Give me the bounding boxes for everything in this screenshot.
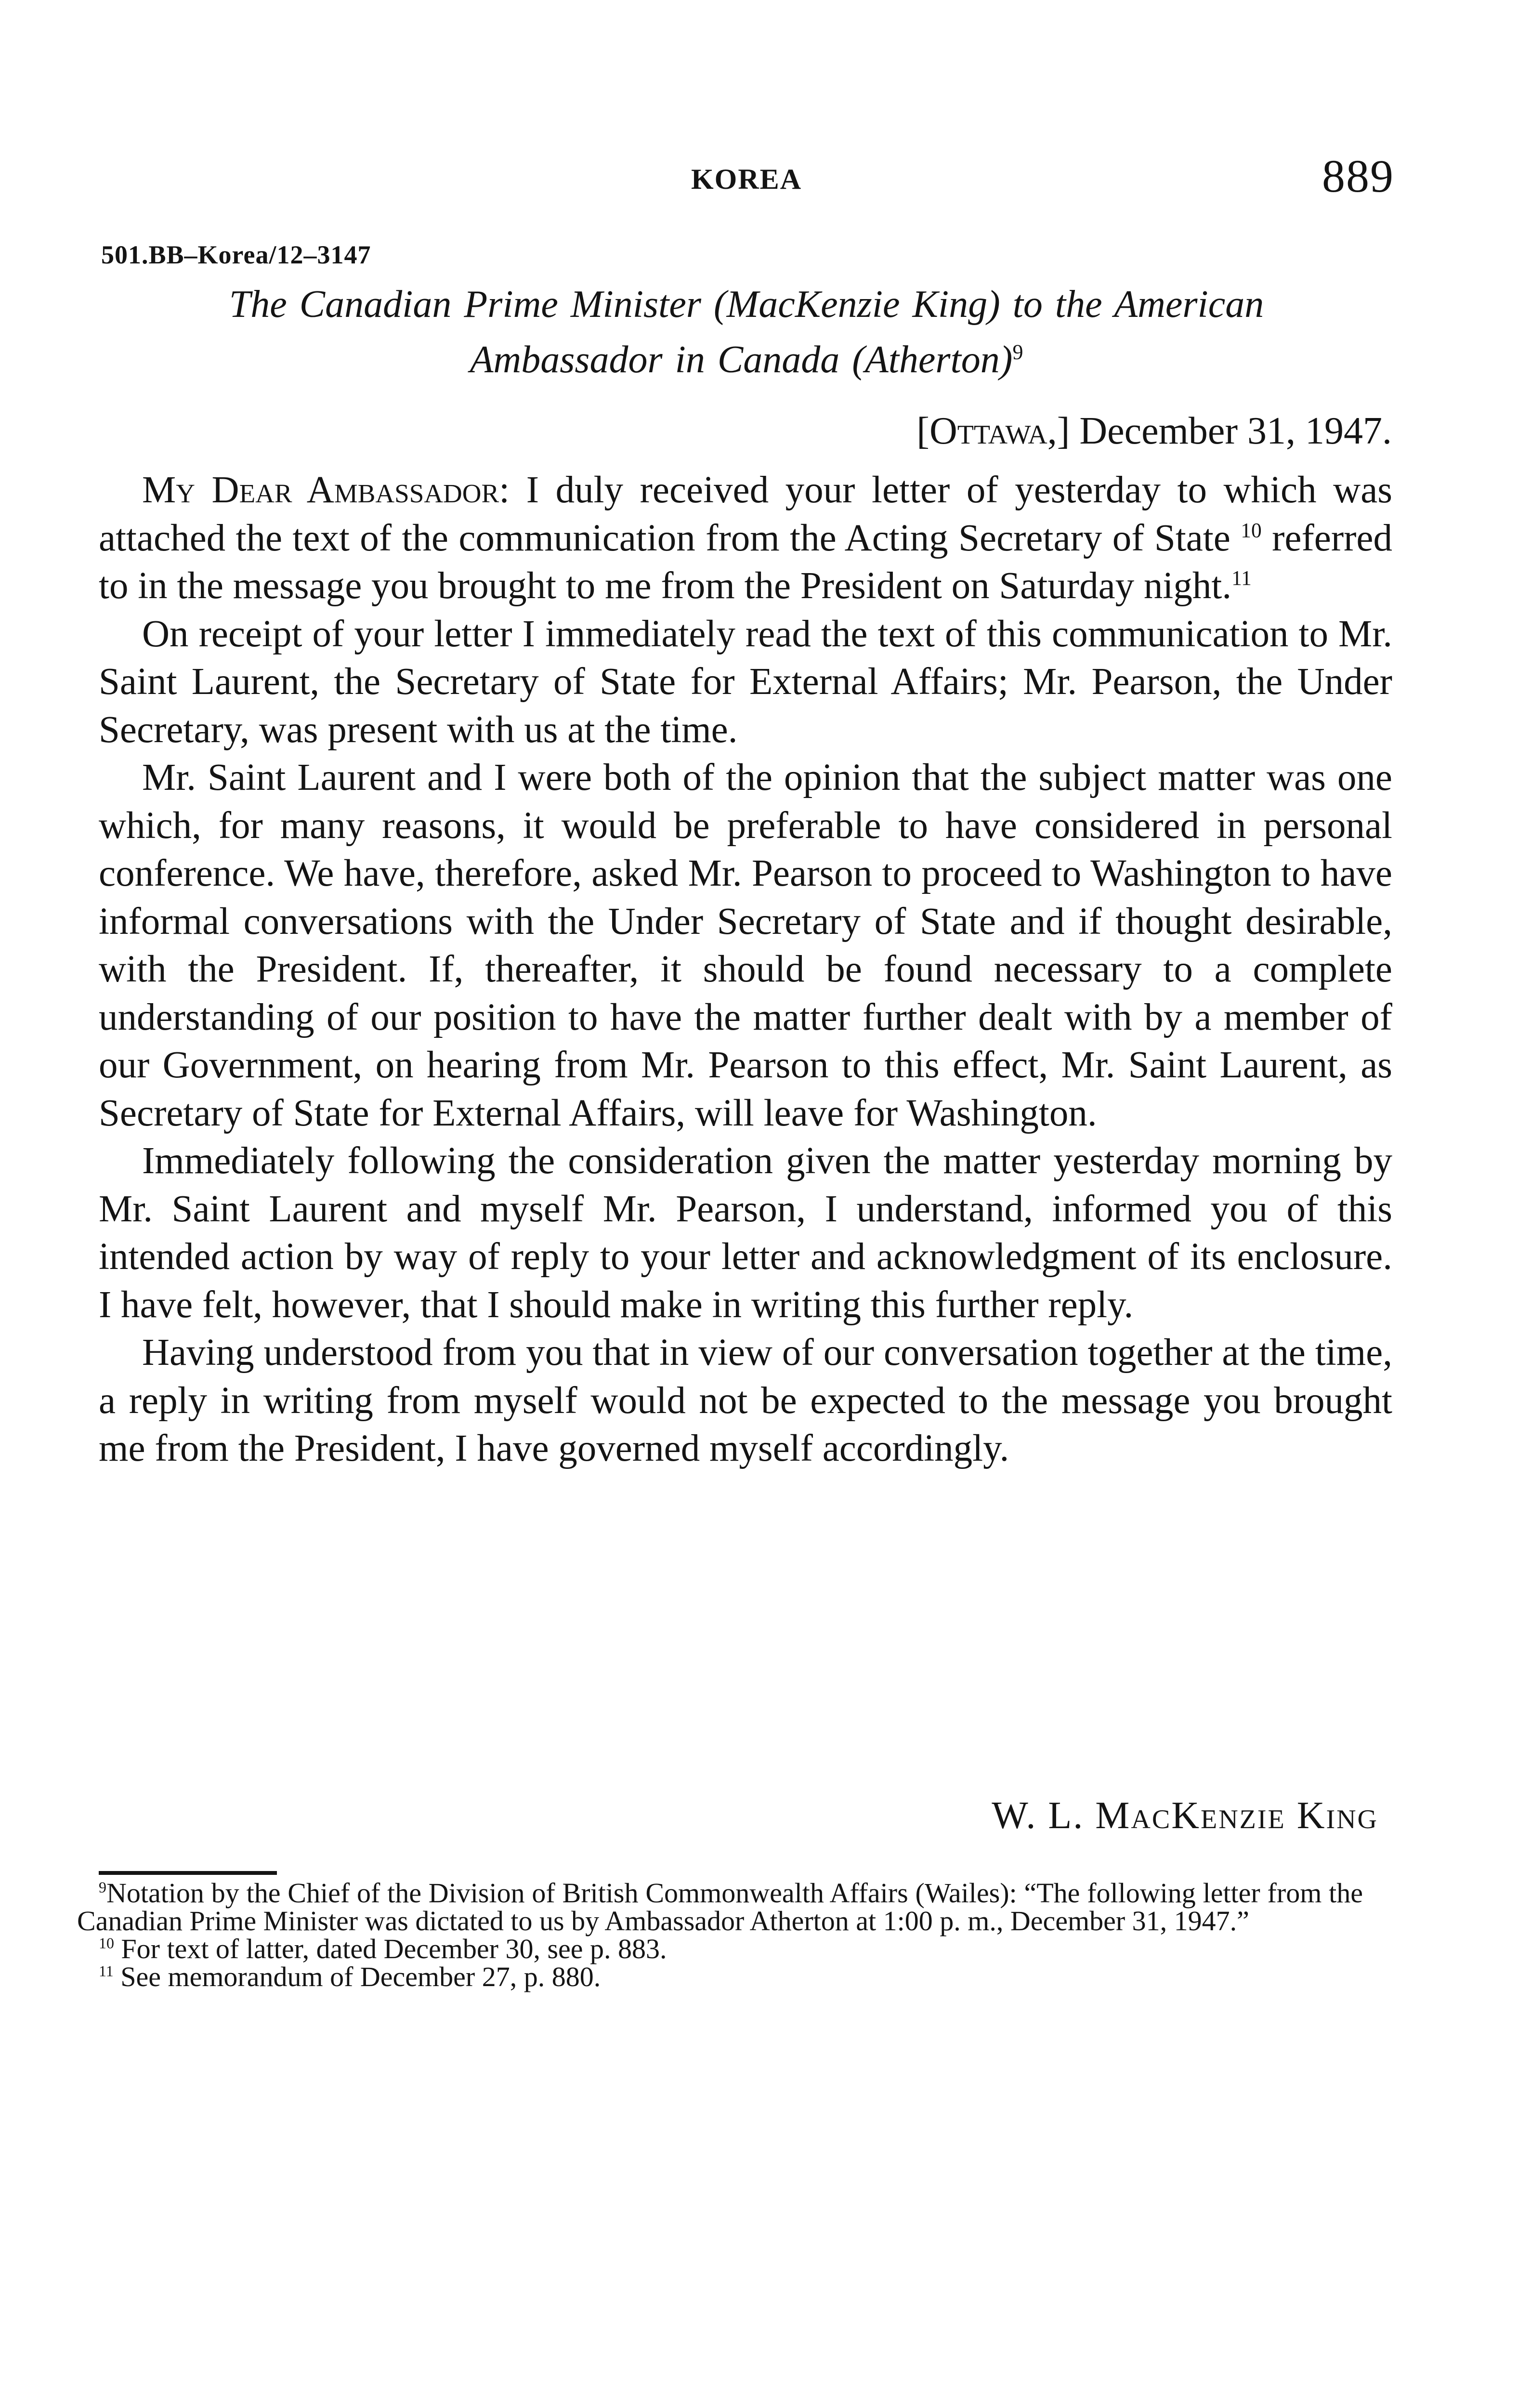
dateline-date: December 31, 1947. xyxy=(1070,410,1392,452)
footnote-mark: 11 xyxy=(1231,566,1252,590)
paragraph-text: I duly received your letter of yesterday to which was attached the text of the communication from the Acting Secretary of State xyxy=(99,469,1393,559)
paragraph: On receipt of your letter I immediately read the text of this communication to Mr. Saint Laurent, the Secretary of State for External Affairs; Mr. Pearson, the Under Secretary, was present with us at the time. xyxy=(99,613,1392,751)
footnote-text: For text of latter, dated December 30, see p. 883. xyxy=(114,1933,667,1964)
footnote xyxy=(77,1963,1363,1991)
footnote-text: See memorandum of December 27, p. 880. xyxy=(113,1961,601,1992)
footnote-divider xyxy=(99,1871,277,1875)
dateline xyxy=(916,409,1392,453)
paragraph xyxy=(99,466,1392,610)
title-line-2: Ambassador in Canada (Atherton) xyxy=(470,339,1013,381)
running-head: KOREA xyxy=(691,163,802,195)
footnote xyxy=(77,1879,1363,1935)
footnote xyxy=(77,1935,1363,1963)
paragraph: Immediately following the consideration given the matter yesterday morning by Mr. Saint Laurent and myself Mr. Pearson, I understand, informed you of this intended action by way of reply to your letter and acknowledgment of its enclosure. I have felt, however, that I should make in writing this further reply. xyxy=(99,1140,1392,1326)
title-line-1: The Canadian Prime Minister (MacKenzie King) to the American xyxy=(229,283,1264,326)
paragraph: Mr. Saint Laurent and I were both of the opinion that the subject matter was one which, for many reasons, it would be preferable to have considered in personal conference. We have, therefore, asked Mr. Pearson to proceed to Washington to have informal conversations with the Under Secretary of State and if thought desirable, with the President. If, thereafter, it should be found necessary to a complete understanding of our position to have the matter further dealt with by a member of our Government, on hearing from Mr. Pearson to this effect, Mr. Saint Laurent, as Secretary of State for External Affairs, will leave for Washington. xyxy=(99,757,1392,1134)
letter-body xyxy=(99,466,1392,1473)
salutation: My Dear Ambassador: xyxy=(142,469,510,511)
footnote-mark: 9 xyxy=(99,1879,106,1896)
page-number: 889 xyxy=(1322,150,1394,202)
paragraph: Having understood from you that in view of our conversation together at the time, a reply in writing from myself would not be expected to the message you brought me from the President, I have governed myself accordingly. xyxy=(99,1332,1392,1469)
dateline-place: [Ottawa,] xyxy=(916,410,1070,452)
footnote-mark: 10 xyxy=(99,1935,114,1952)
footnote-mark: 10 xyxy=(1241,519,1262,542)
document-title xyxy=(96,277,1397,388)
footnotes xyxy=(77,1879,1363,1991)
file-reference: 501.BB–Korea/12–3147 xyxy=(101,240,371,269)
paragraph-text: referred to in the message you brought to me from the President on Saturday night. xyxy=(99,517,1392,607)
footnote-mark: 9 xyxy=(1012,340,1023,364)
footnote-mark: 11 xyxy=(99,1963,114,1980)
signature: W. L. MacKenzie King xyxy=(992,1794,1378,1837)
footnote-text: Notation by the Chief of the Division of British Commonwealth Affairs (Wailes): “The following letter from the Canadian Prime Minister was dictated to us by Ambassador Atherton at 1:00 p. m., December 31, 1947.” xyxy=(77,1877,1363,1937)
